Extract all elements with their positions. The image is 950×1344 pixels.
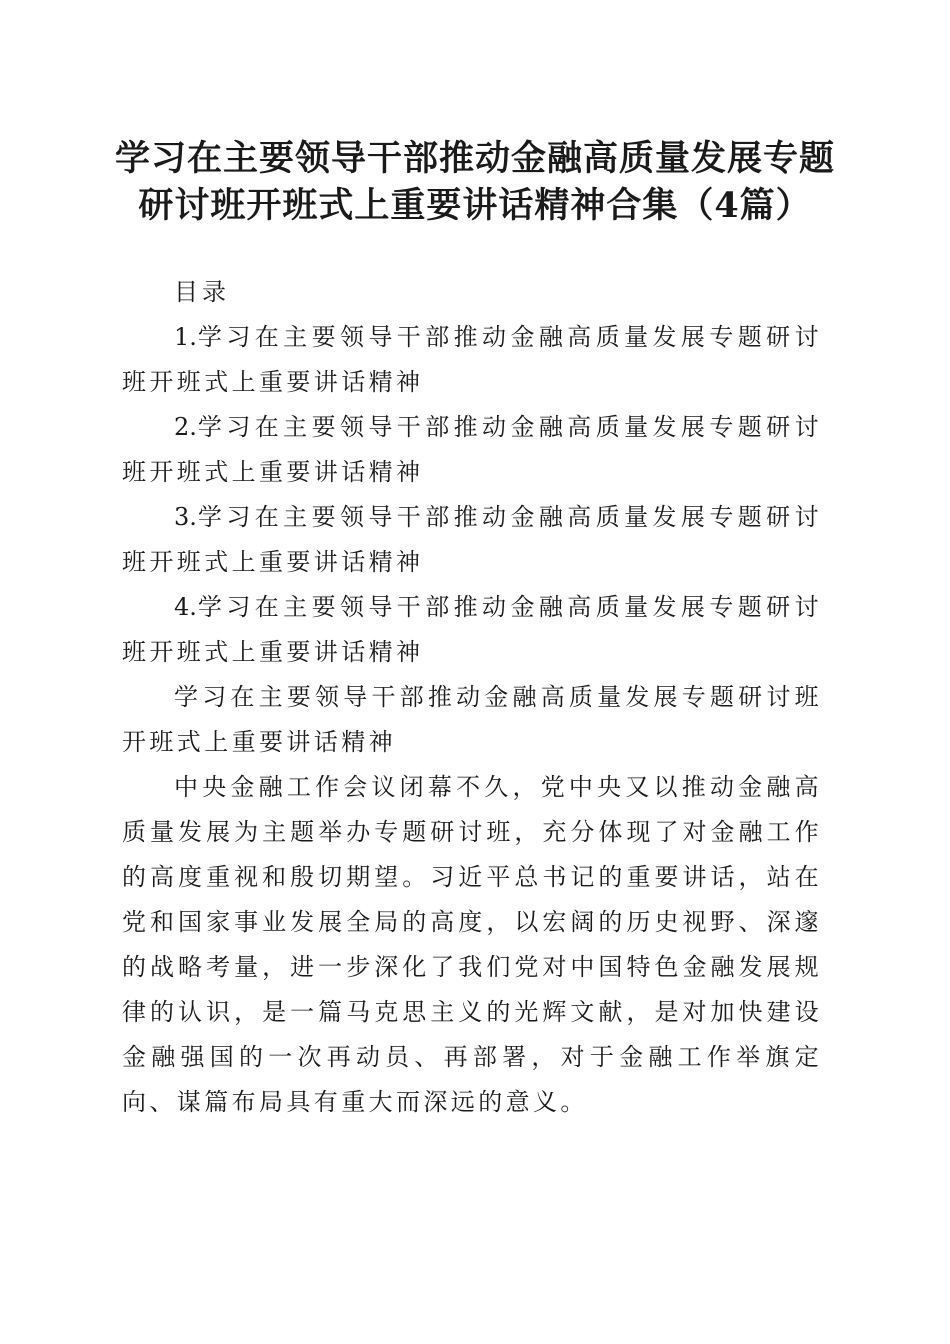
document-title <box>80 135 870 229</box>
document-body <box>122 270 822 1125</box>
toc-item-text: 学习在主要领导干部推动金融高质量发展专题研讨班开班式上重要讲话精神 <box>122 323 822 396</box>
toc-heading: 目录 <box>174 278 230 306</box>
body-paragraph: 中央金融工作会议闭幕不久，党中央又以推动金融高质量发展为主题举办专题研讨班，充分体现了对金融工作的高度重视和殷切期望。习近平总书记的重要讲话，站在党和国家事业发展全局的高度，以宏阔的历史视野、深邃的战略考量，进一步深化了我们党对中国特色金融发展规律的认识，是一篇马克思主义的光辉文献，是对加快建设金融强国的一次再动员、再部署，对于金融工作举旗定向、谋篇布局具有重大而深远的意义。 <box>122 773 822 1116</box>
toc-item <box>122 315 822 405</box>
toc-item-number: 1. <box>174 323 197 351</box>
article-heading: 学习在主要领导干部推动金融高质量发展专题研讨班开班式上重要讲话精神 <box>122 683 822 756</box>
toc-item <box>122 495 822 585</box>
toc-item <box>122 585 822 675</box>
toc-item-number: 2. <box>174 413 197 441</box>
toc-item-text: 学习在主要领导干部推动金融高质量发展专题研讨班开班式上重要讲话精神 <box>122 593 822 666</box>
title-line-2: 研讨班开班式上重要讲话精神合集（4篇） <box>138 185 812 226</box>
toc-item-number: 4. <box>174 593 197 621</box>
toc-item-number: 3. <box>174 503 197 531</box>
toc-item-text: 学习在主要领导干部推动金融高质量发展专题研讨班开班式上重要讲话精神 <box>122 413 822 486</box>
title-line-1: 学习在主要领导干部推动金融高质量发展专题 <box>114 138 835 179</box>
toc-item <box>122 405 822 495</box>
toc-item-text: 学习在主要领导干部推动金融高质量发展专题研讨班开班式上重要讲话精神 <box>122 503 822 576</box>
